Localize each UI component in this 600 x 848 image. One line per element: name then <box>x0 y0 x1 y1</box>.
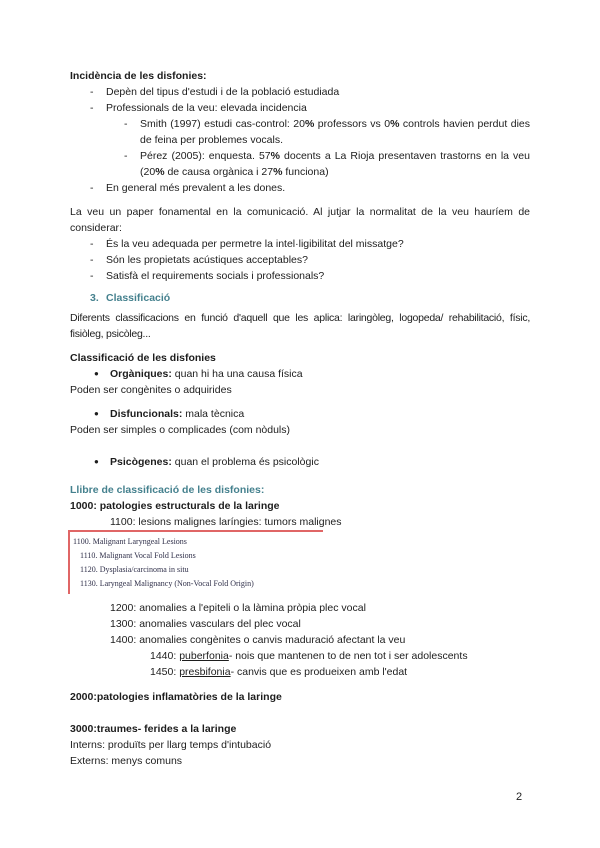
bullet-item <box>70 454 530 470</box>
bullet-item-text: Psicògenes: quan el problema és psicològic <box>110 456 319 468</box>
list-item-text: És la veu adequada per permetre la intel·ligibilitat del missatge? <box>106 238 404 250</box>
dash-bullet: - <box>124 150 128 162</box>
disc-bullet: ● <box>94 457 99 466</box>
list-item-text: En general més prevalent a les dones. <box>106 182 286 194</box>
list-item-text: Pérez (2005): enquesta. 57% docents a La Rioja presentaven trastorns en la veu (20% de causa orgànica i 27% funciona) <box>140 150 530 178</box>
bullet-item-text: Disfuncionals: mala tècnica <box>110 408 245 420</box>
list-item-text: Depèn del tipus d'estudi i de la població estudiada <box>106 86 340 98</box>
book-image-line: 1120. Dysplasia/carcinoma in situ <box>80 565 189 574</box>
list-item-text: Professionals de la veu: elevada incidencia <box>106 102 307 114</box>
line-interns: Interns: produïts per llarg temps d'intubació <box>70 739 272 751</box>
line-1200: 1200: anomalies a l'epiteli o la làmina pròpia plec vocal <box>110 602 366 614</box>
list-item-text: Satisfà el requirements socials i professionals? <box>106 270 325 282</box>
list-item-text: Són les propietats acústiques acceptables? <box>106 254 308 266</box>
dash-bullet: - <box>90 254 94 266</box>
bullet-item <box>70 366 530 382</box>
disc-bullet: ● <box>94 409 99 418</box>
book-image-line: 1130. Laryngeal Malignancy (Non-Vocal Fold Origin) <box>80 579 254 588</box>
heading-number: 3. <box>90 292 99 304</box>
page-number: 2 <box>516 791 523 803</box>
book-image-line: 1100. Malignant Laryngeal Lesions <box>73 537 187 546</box>
heading-1000: 1000: patologies estructurals de la laringe <box>70 500 280 512</box>
dash-bullet: - <box>90 102 94 114</box>
paragraph-congenites: Poden ser congènites o adquirides <box>70 384 232 396</box>
dash-bullet: - <box>90 86 94 98</box>
section-heading-class-disfonies: Classificació de les disfonies <box>70 352 216 364</box>
book-image-line: 1110. Malignant Vocal Fold Lesions <box>80 551 196 560</box>
paragraph-la-veu: La veu un paper fonamental en la comunicació. Al jutjar la normalitat de la veu hauríem de considerar: <box>70 206 530 234</box>
line-1100: 1100: lesions malignes laríngies: tumors malignes <box>110 516 342 528</box>
disc-bullet: ● <box>94 369 99 378</box>
list-item <box>70 180 530 196</box>
dash-bullet: - <box>90 270 94 282</box>
list-item-text: Smith (1997) estudi cas-control: 20% professors vs 0% controls havien perdut dies de feina per problemes vocals. <box>140 118 530 146</box>
dash-bullet: - <box>124 118 128 130</box>
section-heading-llibre: Llibre de classificació de les disfonies: <box>70 484 265 496</box>
heading-label: Classificació <box>106 292 171 304</box>
list-item <box>70 236 530 252</box>
book-classification-image <box>68 530 323 594</box>
heading-3000: 3000:traumes- ferides a la laringe <box>70 723 237 735</box>
dash-bullet: - <box>90 182 94 194</box>
list-item <box>70 84 530 100</box>
line-1300: 1300: anomalies vasculars del plec vocal <box>110 618 301 630</box>
paragraph-simples: Poden ser simples o complicades (com nòduls) <box>70 424 291 436</box>
line-1450: 1450: presbifonia- canvis que es produeixen amb l'edat <box>150 666 408 678</box>
line-1400: 1400: anomalies congènites o canvis maduració afectant la veu <box>110 634 406 646</box>
list-item-nested <box>70 116 530 148</box>
list-item <box>70 100 530 116</box>
section-heading-incidencia: Incidència de les disfonies: <box>70 70 207 82</box>
dash-bullet: - <box>90 238 94 250</box>
list-item-nested <box>70 148 530 180</box>
paragraph-diferents: Diferents classificacions en funció d'aquell que les aplica: laringòleg, logopeda/ rehabilitació, físic, fisiòleg, psicòleg... <box>70 312 530 340</box>
heading-2000: 2000:patologies inflamatòries de la laringe <box>70 691 282 703</box>
line-1440: 1440: puberfonia- nois que mantenen to de nen tot i ser adolescents <box>150 650 468 662</box>
list-item <box>70 252 530 268</box>
line-externs: Externs: menys comuns <box>70 755 183 767</box>
bullet-item <box>70 406 530 422</box>
list-item <box>70 268 530 284</box>
section-heading-classificacio <box>70 290 530 306</box>
bullet-item-text: Orgàniques: quan hi ha una causa física <box>110 368 303 380</box>
